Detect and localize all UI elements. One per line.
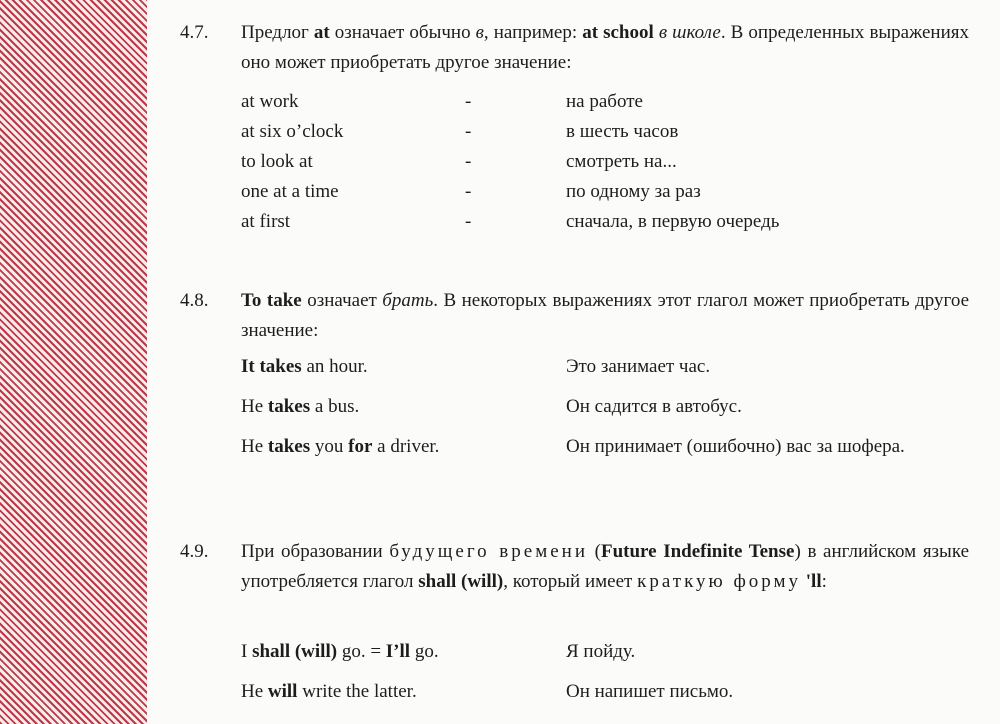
text: При образовании (241, 541, 390, 562)
decorative-stripe (0, 0, 147, 724)
section-number: 4.7. (180, 22, 209, 43)
italic-term: брать (382, 290, 434, 311)
example-ru: Он садится в автобус. (566, 396, 742, 417)
example-ru: Он напишет письмо. (566, 681, 734, 702)
bold-term: takes (267, 396, 311, 417)
bold-term: 'll (805, 571, 822, 592)
spaced-term: краткую форму (637, 571, 802, 592)
page-content (180, 0, 970, 724)
phrase-en: at work (241, 91, 299, 112)
example-ru: Он принимает (ошибочно) вас за шофера. (566, 436, 905, 457)
bold-term: It takes (241, 356, 302, 377)
bold-term: at (313, 22, 330, 43)
text: go. (410, 641, 439, 662)
phrase-en: to look at (241, 151, 313, 172)
text: . В некоторых выражениях этот глагол может приобретать другое значение: (241, 290, 969, 341)
section-number: 4.9. (180, 541, 209, 562)
text: , например: (483, 22, 583, 43)
example-ru: Я пойду. (566, 641, 636, 662)
spaced-term: будущего времени (389, 541, 588, 562)
phrase-dash: - (465, 181, 472, 202)
phrase-dash: - (465, 211, 472, 232)
text: write the latter. (297, 681, 417, 702)
text: an hour. (301, 356, 368, 377)
phrase-ru: по одному за раз (566, 181, 701, 202)
example-en (241, 677, 417, 707)
phrase-dash: - (465, 91, 472, 112)
phrase-row (241, 208, 969, 236)
text: I (241, 641, 253, 662)
example-en (241, 352, 368, 382)
italic-term: в школе (658, 22, 721, 43)
text: . В определенных выражениях оно может приобретать другое значение: (241, 22, 969, 73)
italic-term: в (475, 22, 484, 43)
text: означает обычно (329, 22, 476, 43)
phrase-row (241, 118, 969, 146)
text: : (821, 571, 827, 592)
text: ( (588, 541, 601, 562)
section-4-9-text (241, 537, 969, 597)
section-4-8-text (241, 286, 969, 346)
bold-term: shall (will) (252, 641, 338, 662)
text: a driver. (372, 436, 440, 457)
phrase-en: one at a time (241, 181, 339, 202)
bold-term: for (348, 436, 373, 457)
phrase-en: at six o’clock (241, 121, 344, 142)
bold-term: To take (241, 290, 302, 311)
phrase-ru: на работе (566, 91, 643, 112)
bold-term: Future Indefinite Tense (600, 541, 795, 562)
example-en (241, 637, 439, 667)
phrase-ru: смотреть на... (566, 151, 677, 172)
phrase-ru: в шесть часов (566, 121, 679, 142)
text: ) в английском языке употребляется глагол (241, 541, 970, 592)
text: a bus. (310, 396, 360, 417)
text: He (241, 436, 268, 457)
bold-term: I’ll (385, 641, 411, 662)
phrase-ru: сначала, в первую очередь (566, 211, 780, 232)
text: He (241, 396, 268, 417)
example-en (241, 392, 359, 422)
phrase-row (241, 178, 969, 206)
phrase-dash: - (465, 121, 472, 142)
example-en (241, 432, 439, 462)
bold-term: will (267, 681, 298, 702)
section-4-7-text (241, 18, 969, 78)
text: Предлог (241, 22, 314, 43)
text: go. = (337, 641, 386, 662)
text: He (241, 681, 268, 702)
section-number: 4.8. (180, 290, 209, 311)
phrase-en: at first (241, 211, 291, 232)
example-ru: Это занимает час. (566, 356, 711, 377)
bold-term: takes (267, 436, 311, 457)
bold-term: at school (582, 22, 654, 43)
phrase-row (241, 148, 969, 176)
text: you (310, 436, 349, 457)
text: означает (301, 290, 383, 311)
text: , который имеет (503, 571, 638, 592)
phrase-row (241, 88, 969, 116)
phrase-dash: - (465, 151, 472, 172)
bold-term: shall (will) (418, 571, 504, 592)
